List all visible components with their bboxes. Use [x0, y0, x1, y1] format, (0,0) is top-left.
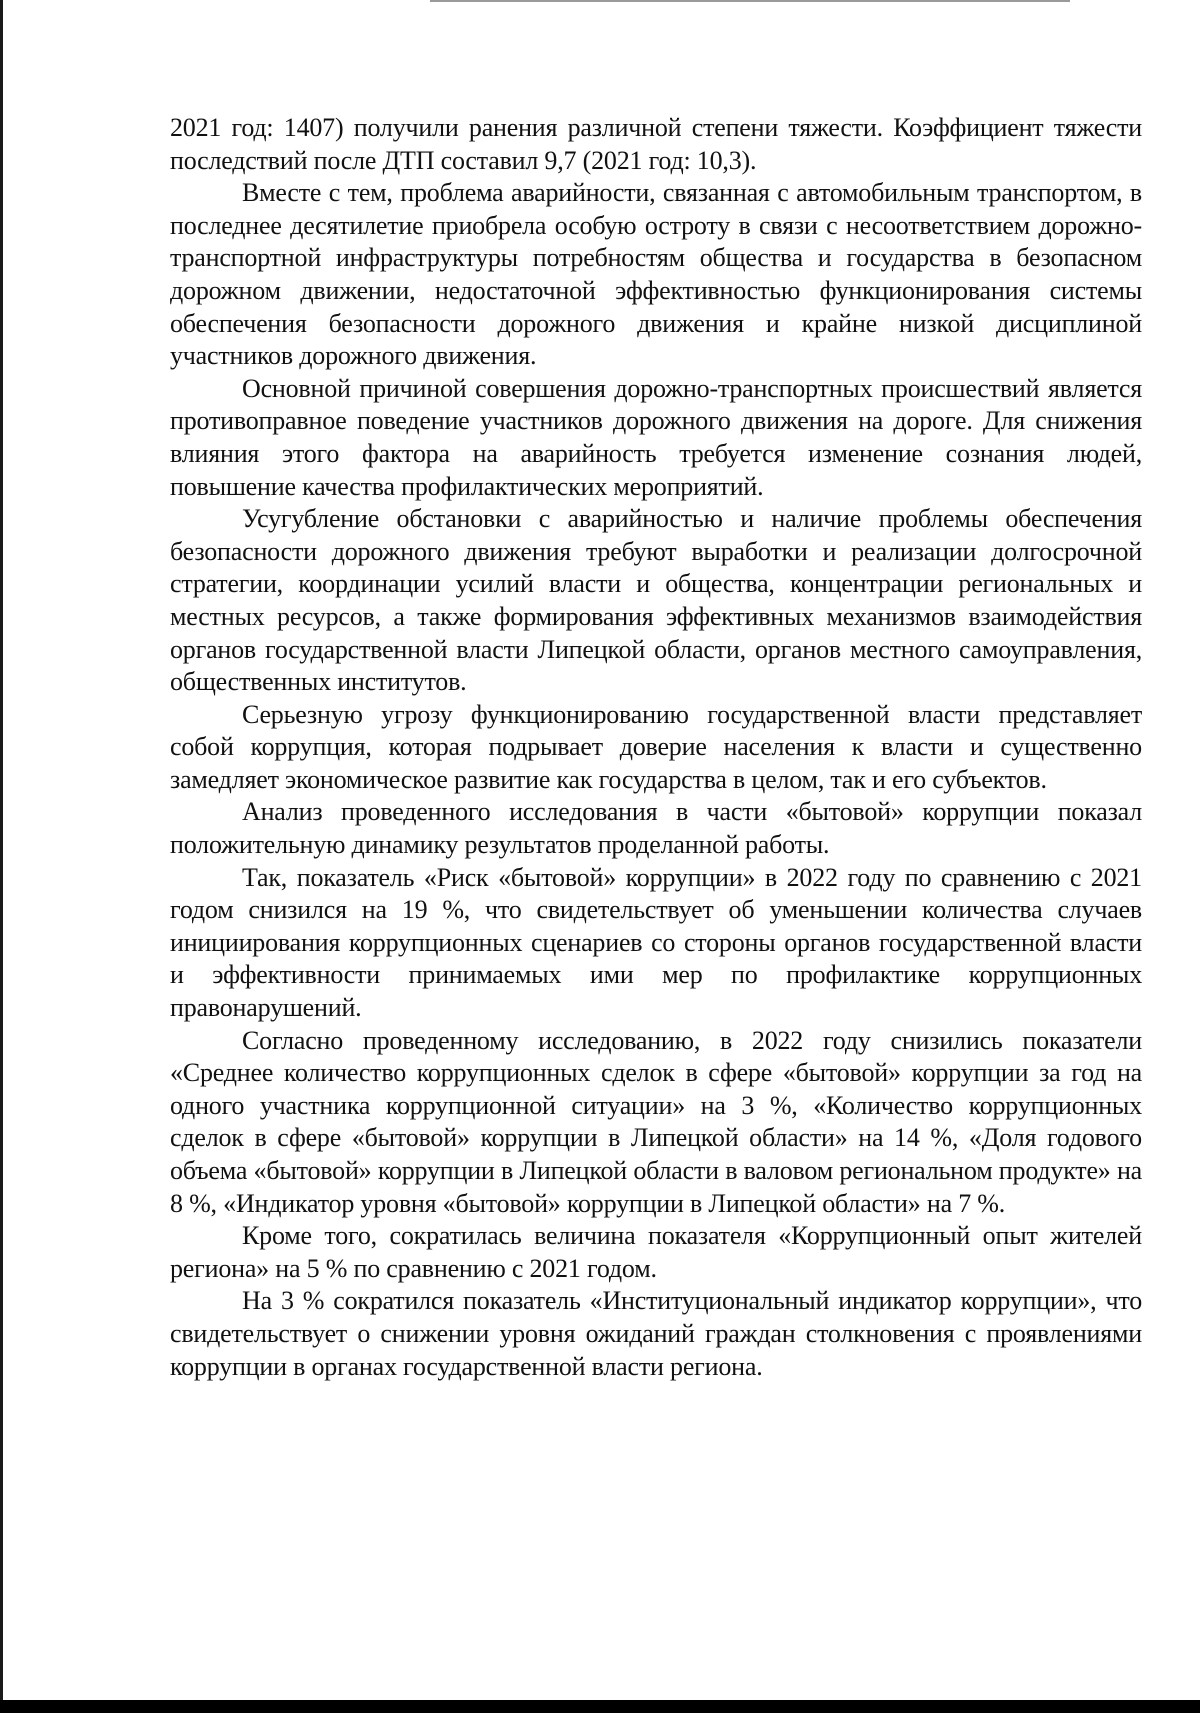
- paragraph-10: На 3 % сократился показатель «Институциональный индикатор коррупции», что свидетельствует о снижении уровня ожиданий граждан столкновения с проявлениями коррупции в органах государственной власти региона.: [170, 1286, 1142, 1381]
- paragraph-4: Усугубление обстановки с аварийностью и наличие проблемы обеспечения безопасности дорожного движения требуют выработки и реализации долгосрочной стратегии, координации усилий власти и общества, концентрации региональных и местных ресурсов, а также формирования эффективных механизмов взаимодействия органов государственной власти Липецкой области, органов местного самоуправления, общественных институтов.: [170, 504, 1142, 697]
- document-body: [170, 112, 1142, 1383]
- scan-bottom-edge: [0, 1700, 1200, 1713]
- paragraph-6: Анализ проведенного исследования в части «бытовой» коррупции показал положительную динамику результатов проделанной работы.: [170, 797, 1142, 860]
- paragraph-3: Основной причиной совершения дорожно-транспортных происшествий является противоправное поведение участников дорожного движения на дороге. Для снижения влияния этого фактора на аварийность требуется изменение сознания людей, повышение качества профилактических мероприятий.: [170, 373, 1142, 501]
- paragraph-9: Кроме того, сократилась величина показателя «Коррупционный опыт жителей региона» на 5 % по сравнению с 2021 годом.: [170, 1221, 1142, 1283]
- paragraph-5: Серьезную угрозу функционированию государственной власти представляет собой коррупция, которая подрывает доверие населения к власти и существенно замедляет экономическое развитие как государства в целом, так и его субъектов.: [170, 699, 1142, 794]
- paragraph-1: 2021 год: 1407) получили ранения различной степени тяжести. Коэффициент тяжести последствий после ДТП составил 9,7 (2021 год: 10,3).: [170, 113, 1142, 175]
- paragraph-7: Так, показатель «Риск «бытовой» коррупции» в 2022 году по сравнению с 2021 годом снизился на 19 %, что свидетельствует об уменьшении количества случаев инициирования коррупционных сценариев со стороны органов государственной власти и эффективности принимаемых ими мер по профилактике коррупционных правонарушений.: [170, 862, 1142, 1023]
- paragraph-8: Согласно проведенному исследованию, в 2022 году снизились показатели «Среднее количество коррупционных сделок в сфере «бытовой» коррупции за год на одного участника коррупционной ситуации» на 3 %, «Количество коррупционных сделок в сфере «бытовой» коррупции в Липецкой области» на 14 %, «Доля годового объема «бытовой» коррупции в Липецкой области в валовом региональном продукте» на 8 %, «Индикатор уровня «бытовой» коррупции в Липецкой области» на 7 %.: [170, 1025, 1142, 1218]
- scan-top-edge: [430, 0, 1070, 2]
- paragraph-2: Вместе с тем, проблема аварийности, связанная с автомобильным транспортом, в последнее десятилетие приобрела особую остроту в связи с несоответствием дорожно-транспортной инфраструктуры потребностям общества и государства в безопасном дорожном движении, недостаточной эффективностью функционирования системы обеспечения безопасности дорожного движения и крайне низкой дисциплиной участников дорожного движения.: [170, 178, 1142, 371]
- scan-left-edge: [0, 0, 3, 1700]
